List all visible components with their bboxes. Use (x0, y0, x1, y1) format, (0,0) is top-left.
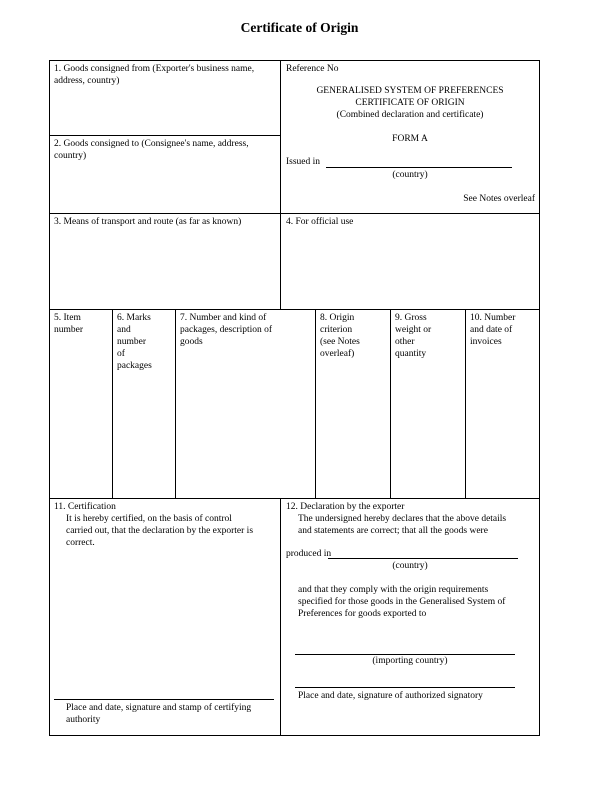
col6-header: 6. Marks and number of packages (117, 313, 152, 371)
divider (465, 309, 466, 498)
divider (49, 309, 540, 310)
issued-in-line (326, 167, 512, 168)
gsp-heading-line1: GENERALISED SYSTEM OF PREFERENCES (316, 86, 504, 96)
box12-title: 12. Declaration by the exporter (286, 502, 405, 512)
box12-country-label: (country) (392, 561, 428, 571)
col5-header: 5. Item number (54, 313, 84, 335)
divider (175, 309, 176, 498)
gsp-heading-line2: CERTIFICATE OF ORIGIN (355, 98, 465, 108)
box11-title: 11. Certification (54, 502, 116, 512)
divider (49, 498, 540, 499)
box11-signature-line (54, 699, 274, 700)
box12-footer: Place and date, signature of authorized signatory (298, 691, 483, 701)
col7-header: 7. Number and kind of packages, description of goods (180, 313, 273, 347)
divider (315, 309, 316, 498)
box4-label: 4. For official use (286, 217, 354, 227)
issued-in-label: Issued in (286, 157, 321, 167)
box1-label: 1. Goods consigned from (Exporter's business name, address, country) (54, 64, 255, 86)
box11-text: It is hereby certified, on the basis of control carried out, that the declaration by the exporter is correct. (66, 514, 254, 548)
produced-in-label: produced in (286, 549, 332, 559)
gsp-heading-line3: (Combined declaration and certificate) (336, 110, 484, 120)
divider (49, 213, 540, 214)
produced-in-line (328, 558, 518, 559)
box12-signature-line (295, 687, 515, 688)
divider (49, 135, 280, 136)
box3-label: 3. Means of transport and route (as far as known) (54, 217, 242, 227)
issued-country-label: (country) (392, 170, 428, 180)
divider (280, 498, 281, 736)
box11-footer: Place and date, signature and stamp of certifying authority (66, 703, 252, 725)
col8-header: 8. Origin criterion (see Notes overleaf) (320, 313, 360, 359)
box2-label: 2. Goods consigned to (Consignee's name, address, country) (54, 139, 249, 161)
reference-no-label: Reference No (286, 64, 339, 74)
page-title: Certificate of Origin (240, 20, 359, 35)
col9-header: 9. Gross weight or other quantity (395, 313, 432, 359)
box12-text2: and that they comply with the origin requirements specified for those goods in the Generalised System of Preferences for goods exported to (298, 585, 506, 619)
divider (390, 309, 391, 498)
divider (112, 309, 113, 498)
see-notes-label: See Notes overleaf (463, 194, 535, 204)
form-a-label: FORM A (392, 134, 428, 144)
importing-country-label: (importing country) (372, 656, 448, 666)
box12-text: The undersigned hereby declares that the above details and statements are correct; that all the goods were (298, 514, 507, 536)
col10-header: 10. Number and date of invoices (470, 313, 516, 347)
